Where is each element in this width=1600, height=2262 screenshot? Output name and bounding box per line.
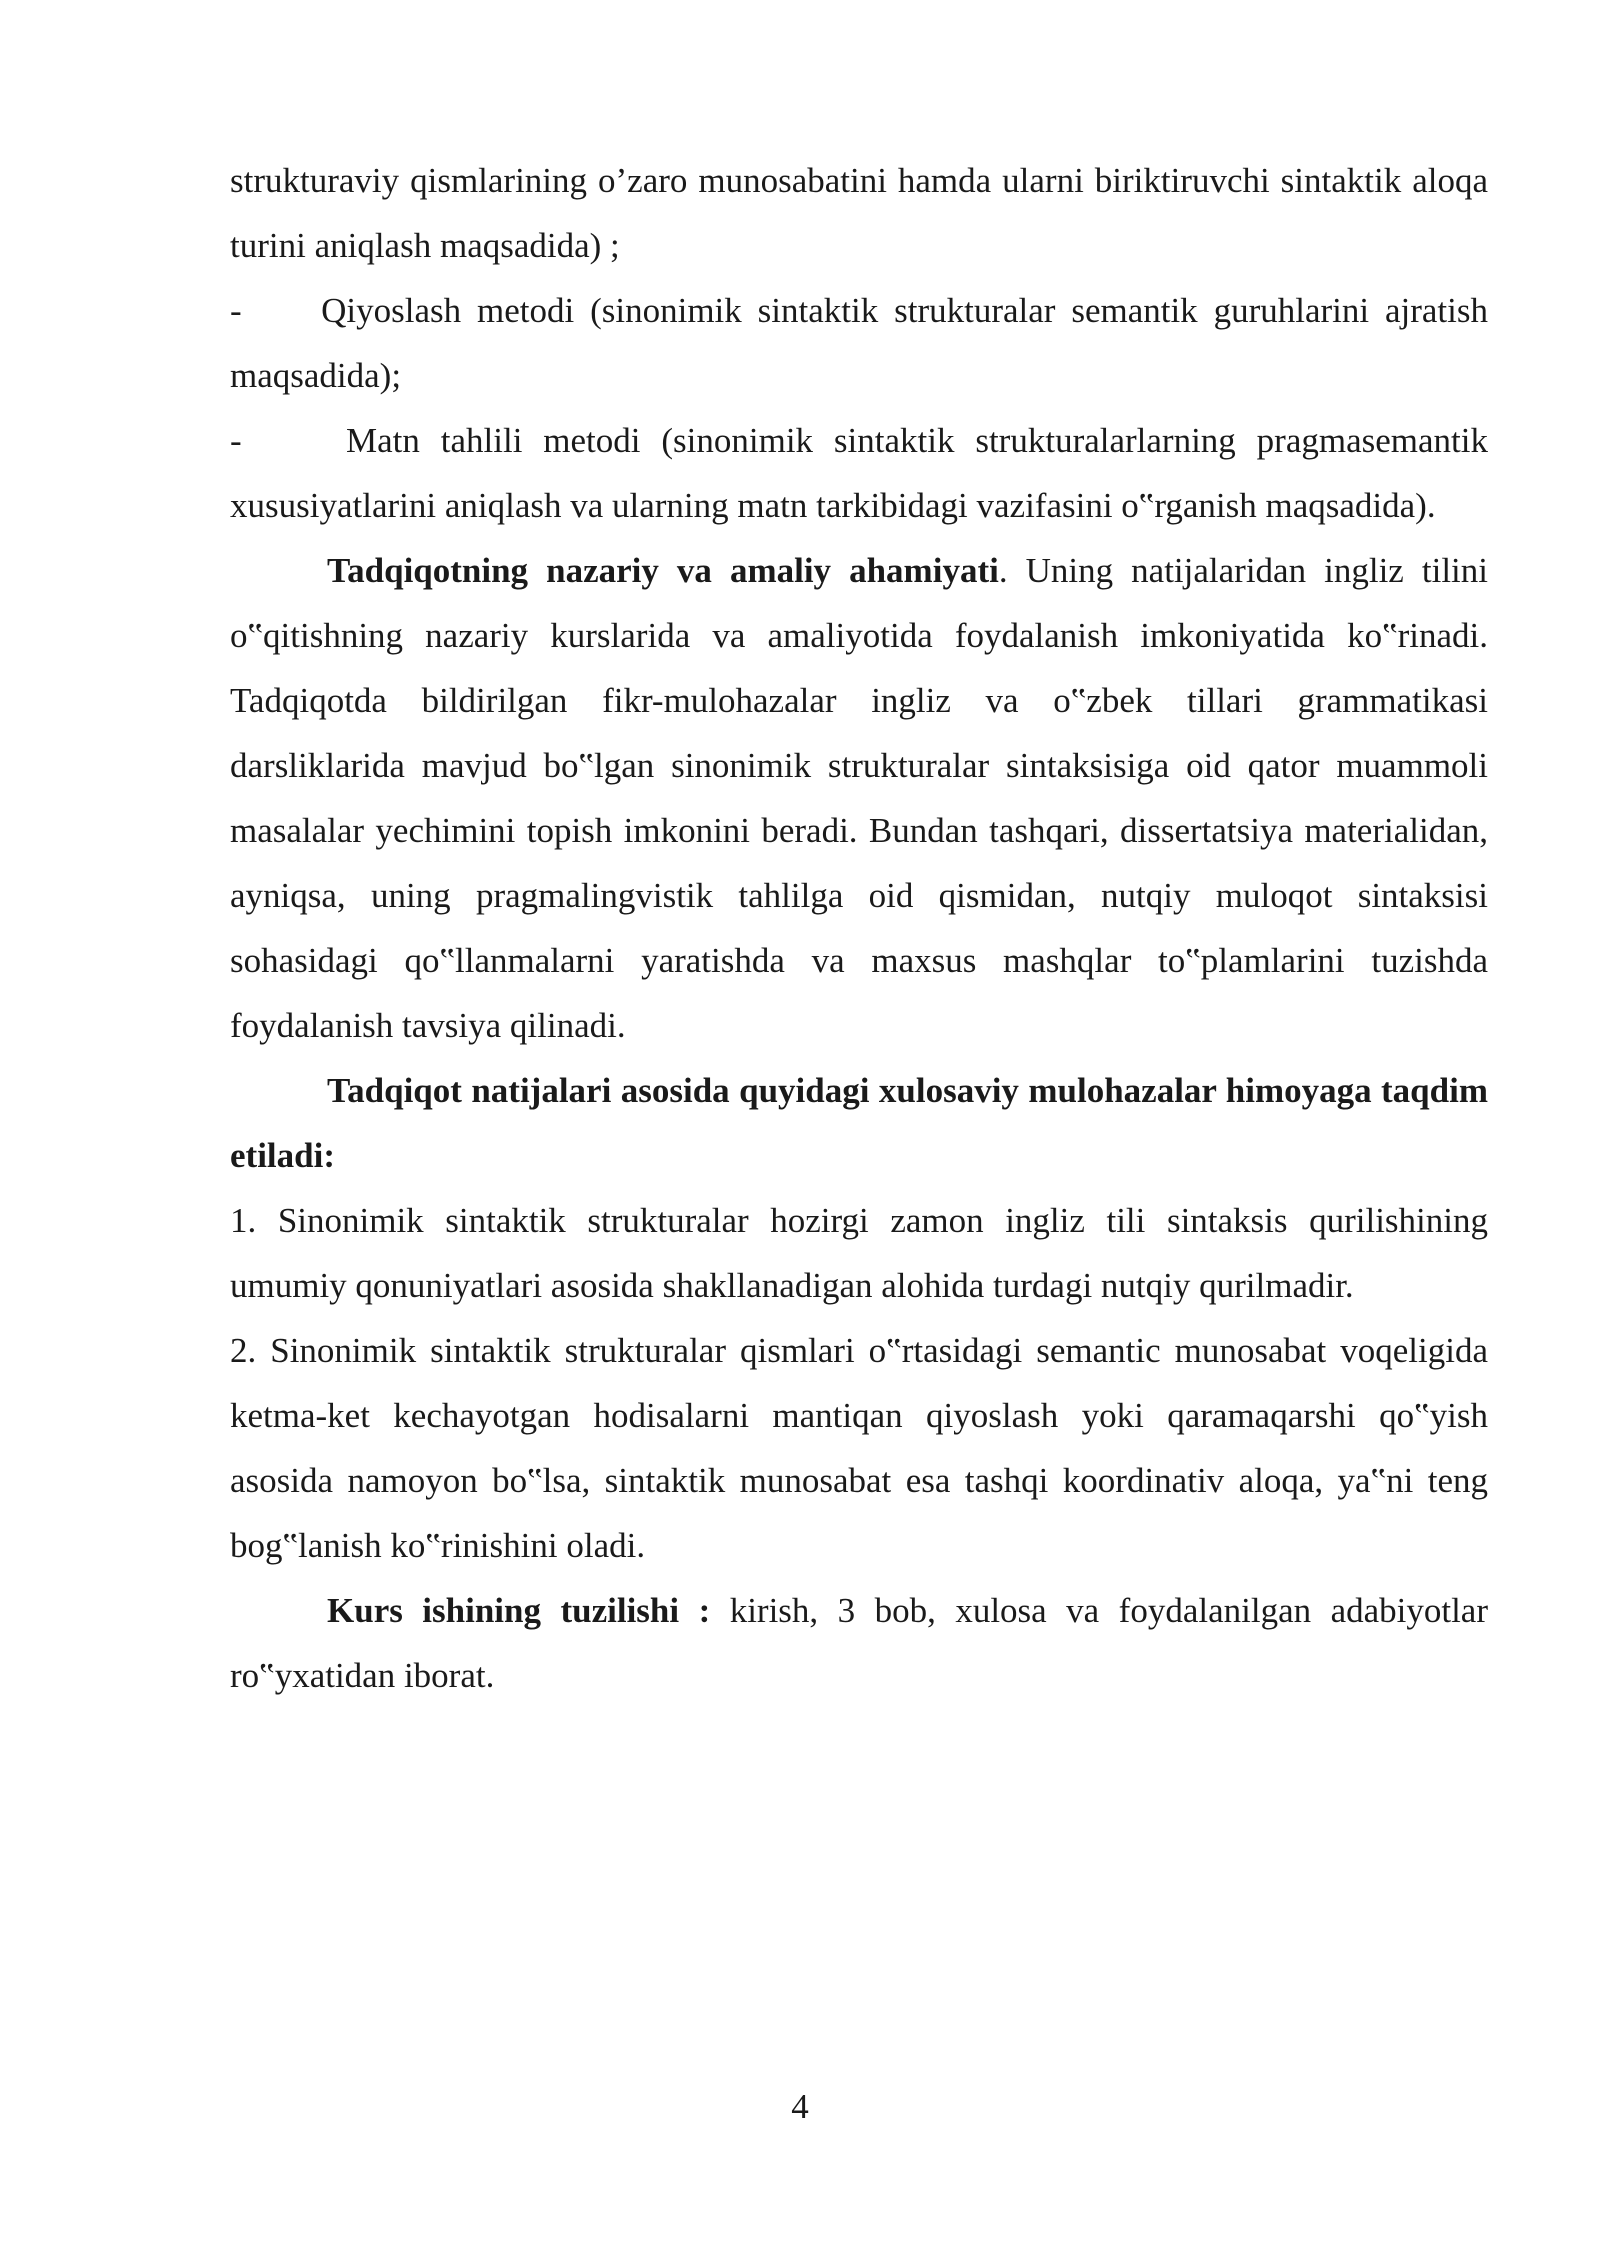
structure-body: kirish, 3 bob, xulosa va foydalanilgan adabiyotlar ro‟yxatidan iborat. bbox=[230, 1591, 1488, 1695]
list-item-text-analysis-method: - Matn tahlili metodi (sinonimik sintaktik strukturalarlarning pragmasemantik xususiyatlarini aniqlash va ularning matn tarkibidagi vazifasini o‟rganish maqsadida). bbox=[230, 421, 1488, 525]
paragraph-structure bbox=[230, 1578, 1488, 1708]
list-item-comparison-method: - Qiyoslash metodi (sinonimik sintaktik strukturalar semantik guruhlarini ajratish maqsadida); bbox=[230, 291, 1488, 395]
document-page bbox=[230, 148, 1488, 1708]
significance-body: . Uning natijalaridan ingliz tilini o‟qitishning nazariy kurslarida va amaliyotida foydalanish imkoniyatida ko‟rinadi. Tadqiqotda bildirilgan fikr-mulohazalar ingliz va o‟zbek tillari grammatikasi darsliklarida mavjud bo‟lgan sinonimik strukturalar sintaksisiga oid qator muammoli masalalar yechimini topish imkonini beradi. Bundan tashqari, dissertatsiya materialidan, ayniqsa, uning pragmalingvistik tahlilga oid qismidan, nutqiy muloqot sintaksisi sohasidagi qo‟llanmalarni yaratishda va maxsus mashqlar to‟plamlarini tuzishda foydalanish tavsiya qilinadi. bbox=[230, 551, 1488, 1045]
defense-provisions-heading: Tadqiqot natijalari asosida quyidagi xulosaviy mulohazalar himoyaga taqdim etiladi: bbox=[230, 1071, 1488, 1175]
provision-item-1: 1. Sinonimik sintaktik strukturalar hozirgi zamon ingliz tili sintaksis qurilishining umumiy qonuniyatlari asosida shakllanadigan alohida turdagi nutqiy qurilmadir. bbox=[230, 1201, 1488, 1305]
paragraph-methods-continuation: strukturaviy qismlarining o’zaro munosabatini hamda ularni biriktiruvchi sintaktik aloqa turini aniqlash maqsadida) ; bbox=[230, 161, 1488, 265]
page-number: 4 bbox=[791, 2087, 809, 2126]
paragraph-significance bbox=[230, 538, 1488, 1058]
significance-heading: Tadqiqotning nazariy va amaliy ahamiyati bbox=[327, 551, 999, 590]
structure-heading: Kurs ishining tuzilishi : bbox=[327, 1591, 711, 1630]
provision-item-2: 2. Sinonimik sintaktik strukturalar qismlari o‟rtasidagi semantic munosabat voqeligida ketma-ket kechayotgan hodisalarni mantiqan qiyoslash yoki qaramaqarshi qo‟yish asosida namoyon bo‟lsa, sintaktik munosabat esa tashqi koordinativ aloqa, ya‟ni teng bog‟lanish ko‟rinishini oladi. bbox=[230, 1331, 1488, 1565]
